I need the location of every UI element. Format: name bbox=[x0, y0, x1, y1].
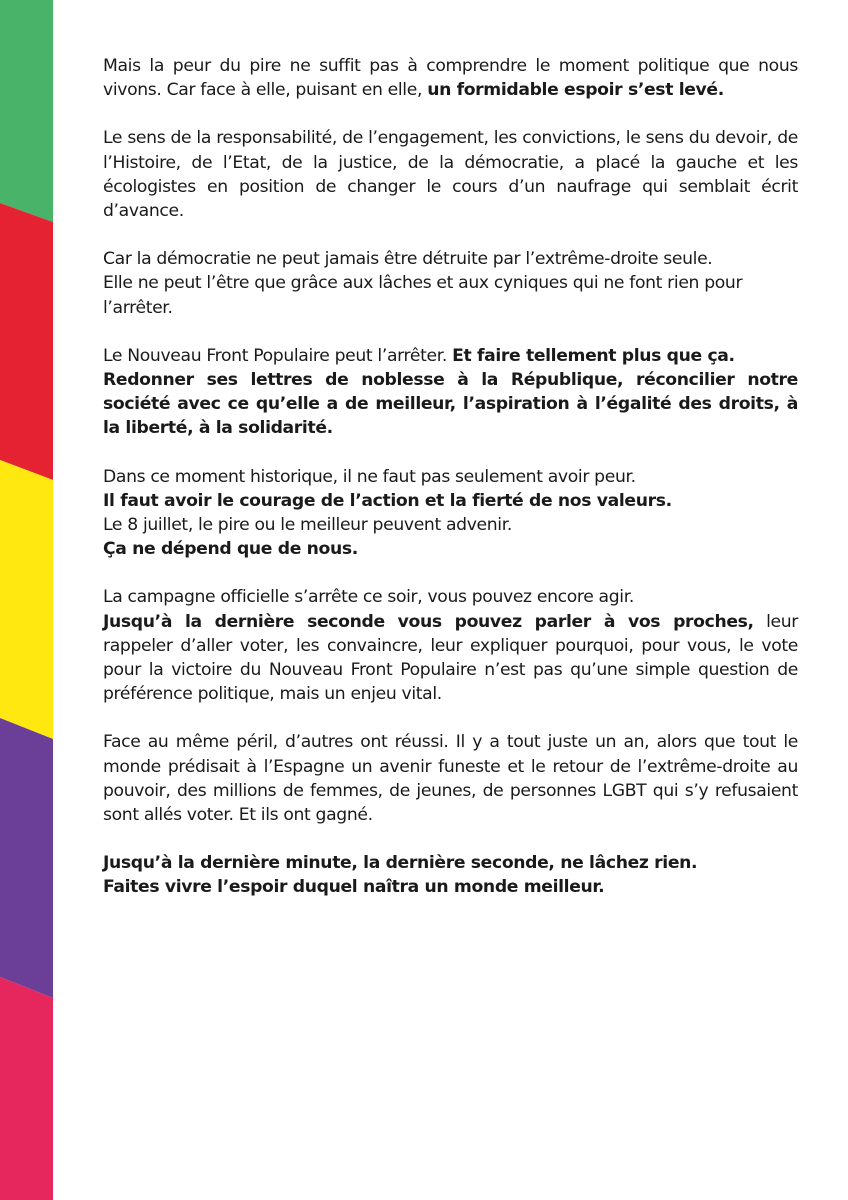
p5-line-4: Ça ne dépend que de nous. bbox=[103, 539, 358, 560]
color-stripe bbox=[0, 0, 53, 1200]
paragraph-5 bbox=[103, 465, 798, 562]
paragraph-1 bbox=[103, 54, 798, 102]
p8-line-2: Faites vivre l’espoir duquel naîtra un monde meilleur. bbox=[103, 877, 605, 898]
p1-bold: un formidable espoir s’est levé. bbox=[427, 80, 724, 101]
stripe-green bbox=[0, 0, 53, 222]
p8-line-1: Jusqu’à la dernière minute, la dernière seconde, ne lâchez rien. bbox=[103, 853, 698, 874]
p4-bold-1: Et faire tellement plus que ça. bbox=[452, 345, 735, 366]
letter-body bbox=[103, 54, 798, 924]
p5-line-2: Il faut avoir le courage de l’action et la fierté de nos valeurs. bbox=[103, 490, 672, 511]
stripe-purple bbox=[0, 718, 53, 998]
p6-bold: Jusqu’à la dernière seconde vous pouvez parler à vos proches, bbox=[103, 611, 754, 632]
stripe-yellow bbox=[0, 460, 53, 739]
p3-line-1: Car la démocratie ne peut jamais être détruite par l’extrême-droite seule. bbox=[103, 249, 713, 270]
p6-line-1: La campagne officielle s’arrête ce soir, vous pouvez encore agir. bbox=[103, 587, 634, 608]
p6-text: leur rappeler d’aller voter, les convaincre, leur expliquer pourquoi, pour vous, le vote pour la victoire du Nouveau Front Populaire n’est pas qu’une simple question de préférence politique, mais un enjeu vital. bbox=[103, 611, 798, 705]
paragraph-3 bbox=[103, 247, 798, 320]
paragraph-6 bbox=[103, 585, 798, 706]
p3-line-2: Elle ne peut l’être que grâce aux lâches et aux cyniques qui ne font rien pour l’arrêter. bbox=[103, 273, 743, 318]
stripe-red bbox=[0, 203, 53, 480]
paragraph-7: Face au même péril, d’autres ont réussi. Il y a tout juste un an, alors que tout le monde prédisait à l’Espagne un avenir funeste et le retour de l’extrême-droite au pouvoir, des millions de femmes, de jeunes, de personnes LGBT qui s’y refusaient sont allés voter. Et ils ont gagné. bbox=[103, 732, 798, 826]
color-stripe-graphic bbox=[0, 0, 53, 1200]
p5-line-1: Dans ce moment historique, il ne faut pas seulement avoir peur. bbox=[103, 466, 636, 487]
p1-text: Mais la peur du pire ne suffit pas à comprendre le moment politique que nous vivons. Car face à elle, puisant en elle, bbox=[103, 56, 798, 101]
stripe-pink bbox=[0, 977, 53, 1200]
paragraph-8 bbox=[103, 851, 798, 899]
paragraph-4 bbox=[103, 344, 798, 441]
p4-text: Le Nouveau Front Populaire peut l’arrêter. bbox=[103, 345, 453, 366]
paragraph-2: Le sens de la responsabilité, de l’engagement, les convictions, le sens du devoir, de l’Histoire, de l’Etat, de la justice, de la démocratie, a placé la gauche et les écologistes en position de changer le cours d’un naufrage qui semblait écrit d’avance. bbox=[103, 128, 798, 222]
p5-line-3: Le 8 juillet, le pire ou le meilleur peuvent advenir. bbox=[103, 515, 512, 536]
p4-bold-2: Redonner ses lettres de noblesse à la République, réconcilier notre société avec ce qu’elle a de meilleur, l’aspiration à l’égalité des droits, à la liberté, à la solidarité. bbox=[103, 370, 798, 439]
